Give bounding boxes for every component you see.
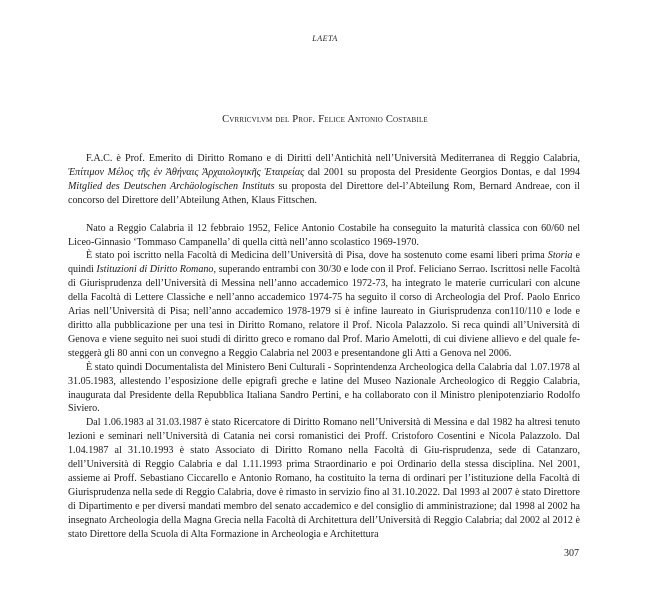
page-number: 307 [564,548,579,559]
course-storia: Storia [547,250,573,262]
paragraph-honors-text-2: dal 2001 su proposta del Presidente Georgios Dontas, e dal 1994 [304,166,580,178]
paragraph-education [68,249,580,360]
paragraph-honors-text-1: F.A.C. è Prof. Emerito di Diritto Romano e di Diritti dell’Antichità nell’Università Mediterranea di Reggio Calabria, [86,153,580,164]
page-title [0,114,650,125]
paragraph-documentalist: È stato quindi Documentalista del Ministero Beni Culturali - Soprintendenza Archeologica della Calabria dal 1.07.1978 al 31.05.1983, allestendo l’esposizione delle epigrafi greche e latine del Museo Nazionale Archeologico di Reggio Calabria, inaugurata dal Presidente della Repubblica Italiana Sandro Pertini, e ha collaborato con il Ministro plenipotenziario Rodolfo Siviero. [68,361,580,415]
paragraph-education-text-1: È stato poi iscritto nella Facoltà di Medicina dell’Università di Pisa, dove ha sostenuto come esami liberi prima [86,250,548,262]
german-title: Mitglied des Deutschen Archäologischen Instituts [68,180,275,192]
document-body [68,152,580,541]
course-istituzioni: Istituzioni di Diritto Romano [96,264,214,276]
greek-title: Ἐπίτιμον Μέλος τῆς ἐν Ἀθήναις Ἀρχαιολογικῆς Ἑταιρείας [68,166,305,178]
running-head: LAETA [312,34,338,43]
title-text: Cvrricvlvm del Prof. Felice Antonio Costabile [222,114,428,125]
paragraph-birth: Nato a Reggio Calabria il 12 febbraio 1952, Felice Antonio Costabile ha conseguito la maturità classica con 60/60 nel Liceo-Ginnasio ‘Tommaso Campanella’ di quella città nell’anno scolastico 1969-1970. [68,222,580,248]
paragraph-honors-text-3: su proposta del Direttore del-l’Abteilung Rom, Bernard Andreae, con il concorso del Direttore dell’Abteilung Athen, Klaus Fittschen. [68,180,580,206]
paragraph-education-text-3: , superando entrambi con 30/30 e lode con il Prof. Feliciano Serrao. Iscrittosi nelle Facoltà di Giurisprudenza dell’Università di Messina nell’anno accademico 1972-73, ha integrato le materie curriculari con alcune della Facoltà di Lettere Classiche e nell’anno accademico 1974-75 ha seguito il corso di Archeologia del Prof. Paolo Enrico Arias nell’Università di Pisa; nell’anno accademico 1978-1979 si è infine laureato in Giurisprudenza con110/110 e lode e diritto alla pubblicazione per una tesi in Diritto Romano, relatore il Prof. Nicola Palazzolo. Si reca quindi all’Università di Genova e viene seguito nei suoi studi di diritto greco e romano dal Prof. Mario Amelotti, di cui diviene allievo e del quale fe-steggerà gli 80 anni con un convegno a Reggio Calabria nel 2003 e presentandone gli Atti a Genova nel 2006. [68,264,580,359]
paragraph-honors [68,152,580,208]
paragraph-education-text-2: e quindi [68,250,580,276]
paragraph-academic-career: Dal 1.06.1983 al 31.03.1987 è stato Ricercatore di Diritto Romano nell’Università di Messina e dal 1982 ha altresì tenuto lezioni e seminari nell’Università di Catania nei corsi romanistici dei Proff. Cristoforo Cosentini e Nicola Palazzolo. Dal 1.04.1987 al 31.10.1993 è stato Associato di Diritto Romano nella Facoltà di Giu-risprudenza, sede di Catanzaro, dell’Università di Reggio Calabria e dal 1.11.1993 prima Straordinario e poi Ordinario della stessa disciplina. Nel 2001, assieme ai Proff. Sebastiano Ciccarello e Antonio Romano, ha costituito la terna di ordinari per l’istituzione della Facoltà di Giurisprudenza nella sede di Reggio Calabria, dove è rimasto in servizio fino al 31.10.2022. Dal 1993 al 2007 è stato Direttore di Dipartimento e per diversi mandati membro del senato accademico e del consiglio di amministrazione; dal 1998 al 2002 ha insegnato Archeologia della Magna Grecia nella Facoltà di Architettura dell’Università di Reggio Calabria; dal 2002 al 2012 è stato Direttore della Scuola di Alta Formazione in Archeologia e Architettura [68,417,580,540]
